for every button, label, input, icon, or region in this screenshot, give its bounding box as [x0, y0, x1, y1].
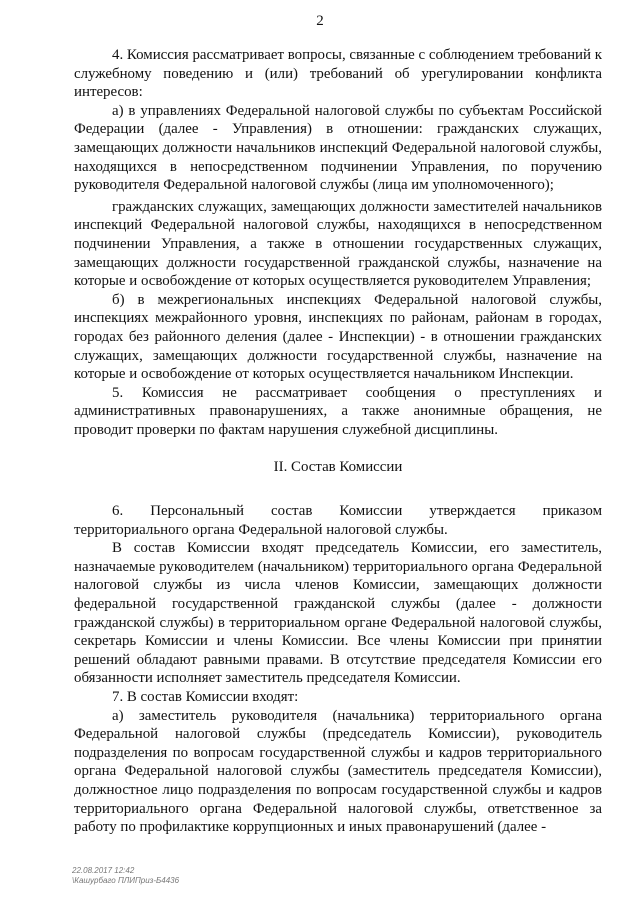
paragraph: б) в межрегиональных инспекциях Федеральной налоговой службы, инспекциях межрайонного уровня, инспекциях по районам, районам в городах, городах без районного деления (далее - Инспекции) - в отношении гражданских служащих, замещающих должности государственной службы, назначение на которые и освобождение от которых осуществляется начальником Инспекции.	[74, 291, 602, 383]
document-body	[74, 46, 602, 837]
paragraph: а) заместитель руководителя (начальника) территориального органа Федеральной налоговой службы (председатель Комиссии), руководитель подразделения по вопросам государственной службы и кадров территориального органа Федеральной налоговой службы (заместитель председателя Комиссии), должностное лицо подразделения по вопросам государственной службы и кадров территориального органа Федеральной налоговой службы, ответственное за работу по профилактике коррупционных и иных правонарушений (далее -	[74, 707, 602, 836]
paragraph: 6. Персональный состав Комиссии утверждается приказом территориального органа Федеральной налоговой службы.	[74, 503, 602, 538]
paragraph: 5. Комиссия не рассматривает сообщения о преступлениях и административных правонарушениях, а также анонимные обращения, не проводит проверки по фактам нарушения служебной дисциплины.	[74, 384, 602, 438]
footer-file-path: \Кашурбаго ПЛИПриз-Б4436	[72, 876, 180, 885]
page-number: 2	[316, 13, 324, 29]
document-footer	[72, 866, 179, 886]
paragraph: 4. Комиссия рассматривает вопросы, связанные с соблюдением требований к служебному поведению и (или) требований об урегулировании конфликта интересов:	[74, 47, 602, 101]
paragraph: а) в управлениях Федеральной налоговой службы по субъектам Российской Федерации (далее - Управления) в отношении: гражданских служащих, замещающих должности начальников инспекций Федеральной налоговой службы, находящихся в непосредственном подчинении Управления, по поручению руководителя Федеральной налоговой службы (лица им уполномоченного);	[74, 102, 602, 194]
footer-timestamp: 22.08.2017 12:42	[72, 866, 135, 875]
paragraph: В состав Комиссии входят председатель Комиссии, его заместитель, назначаемые руководителем (начальником) территориального органа Федеральной налоговой службы из числа членов Комиссии, замещающих должности федеральной государственной гражданской службы (далее - должности гражданской службы) в территориальном органе Федеральной налоговой службы, секретарь Комиссии и члены Комиссии. Все члены Комиссии при принятии решений обладают равными правами. В отсутствие председателя Комиссии его обязанности исполняет заместитель председателя Комиссии.	[74, 540, 602, 687]
section-heading: II. Состав Комиссии	[273, 459, 403, 476]
paragraph: гражданских служащих, замещающих должности заместителей начальников инспекций Федеральной налоговой службы, находящихся в непосредственном подчинении Управления, а также в отношении государственных служащих, замещающих должности государственной гражданской службы, назначение на которые и освобождение от которых осуществляется руководителем Управления;	[74, 198, 602, 290]
paragraph: 7. В состав Комиссии входят:	[112, 689, 299, 705]
